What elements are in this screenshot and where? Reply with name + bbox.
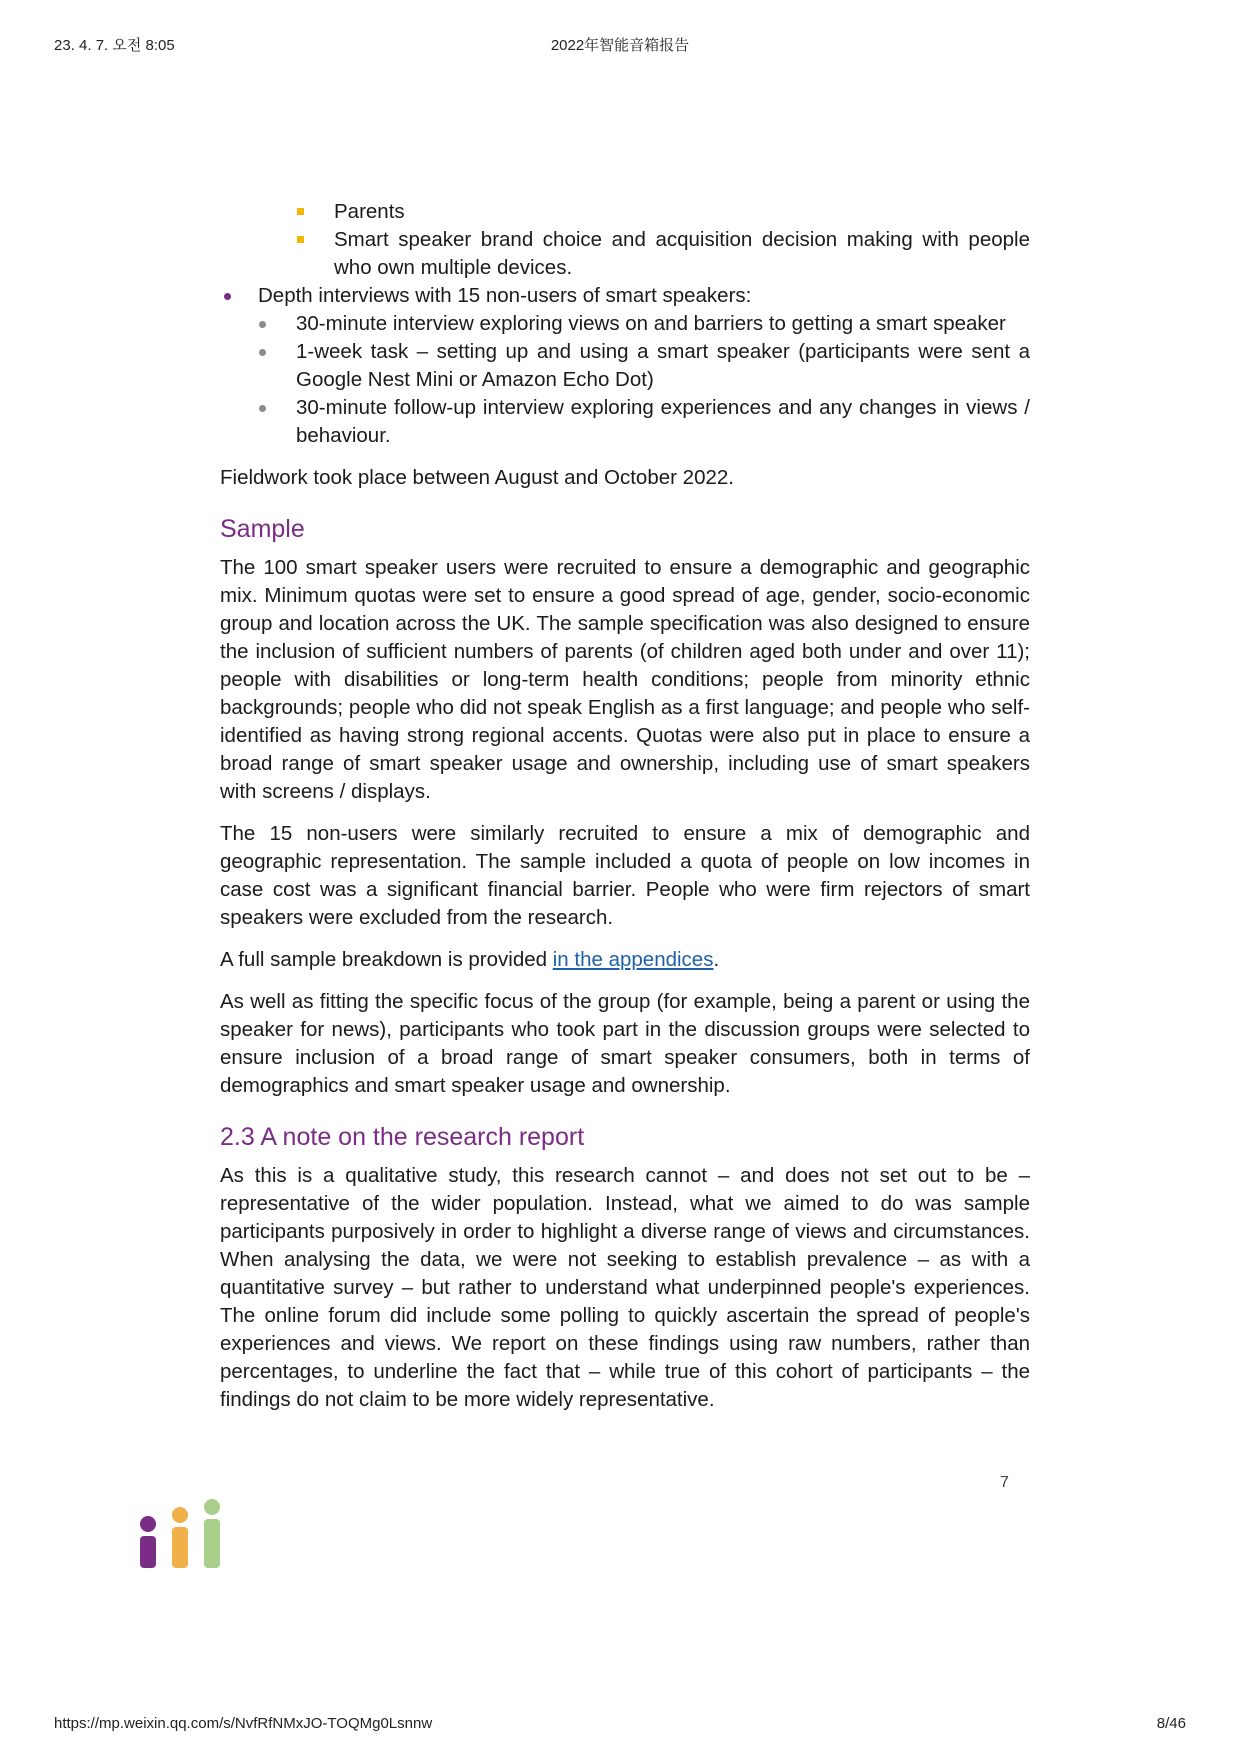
- list-item: [220, 198, 1030, 226]
- sample-paragraph: As well as fitting the specific focus of the group (for example, being a parent or using the speaker for news), participants who took part in the discussion groups were selected to ensure inclusion of a broad range of smart speaker consumers, both in terms of demographics and smart speaker usage and ownership.: [220, 990, 1030, 1097]
- print-header: [54, 34, 1186, 58]
- list-item: [220, 338, 1030, 394]
- list-item-text: Smart speaker brand choice and acquisition decision making with people who own multiple devices.: [334, 228, 1030, 279]
- sample-heading: Sample: [220, 515, 305, 543]
- breakdown-suffix: .: [713, 948, 720, 971]
- list-item-text: Depth interviews with 15 non-users of smart speakers:: [258, 284, 752, 307]
- top-bullet-list: [220, 198, 1030, 450]
- sample-paragraph: The 100 smart speaker users were recruited to ensure a demographic and geographic mix. Minimum quotas were set to ensure a good spread of age, gender, socio-economic group and location across the UK. The sample specification was also designed to ensure the inclusion of sufficient numbers of parents (of children aged both under and over 11); people with disabilities or long-term health conditions; people from minority ethnic backgrounds; people who did not speak English as a first language; and people who self-identified as having strong regional accents. Quotas were also put in place to ensure a broad range of smart speaker usage and ownership, including use of smart speakers with screens / displays.: [220, 556, 1030, 803]
- print-timestamp: 23. 4. 7. 오전 8:05: [54, 37, 175, 54]
- print-title: 2022年智能音箱报告: [550, 37, 690, 54]
- list-item: [220, 282, 1030, 310]
- appendices-link[interactable]: in the appendices: [552, 948, 714, 971]
- sample-breakdown-paragraph: [220, 946, 1030, 974]
- sample-paragraph: The 15 non-users were similarly recruited to ensure a mix of demographic and geographic representation. The sample included a quota of people on low incomes in case cost was a significant financial barrier. People who were firm rejectors of smart speakers were excluded from the research.: [220, 822, 1030, 929]
- list-item-text: 30-minute interview exploring views on and barriers to getting a smart speaker: [296, 312, 1006, 335]
- square-bullet-icon: [297, 236, 304, 243]
- list-item: [220, 226, 1030, 282]
- list-item-text: Parents: [334, 200, 405, 223]
- print-footer: [54, 1715, 1186, 1739]
- square-bullet-icon: [297, 208, 304, 215]
- fieldwork-paragraph: Fieldwork took place between August and October 2022.: [220, 466, 734, 489]
- note-paragraph: As this is a qualitative study, this research cannot – and does not set out to be – representative of the wider population. Instead, what we aimed to do was sample participants purposively in order to highlight a diverse range of views and circumstances. When analysing the data, we were not seeking to establish prevalence – as with a quantitative survey – but rather to understand what underpinned people's experiences. The online forum did include some polling to quickly ascertain the spread of people's experiences and views. We report on these findings using raw numbers, rather than percentages, to underline the fact that – while true of this cohort of participants – the findings do not claim to be more widely representative.: [220, 1164, 1030, 1411]
- list-item-text: 30-minute follow-up interview exploring experiences and any changes in views / behaviour.: [296, 396, 1030, 447]
- breakdown-text: A full sample breakdown is provided: [220, 948, 553, 971]
- page-number: 7: [1000, 1474, 1009, 1491]
- page-counter: 8/46: [1156, 1715, 1186, 1732]
- list-item: [220, 394, 1030, 450]
- page-url: https://mp.weixin.qq.com/s/NvfRfNMxJO-TOQMg0Lsnnw: [54, 1715, 433, 1732]
- list-item-text: 1-week task – setting up and using a smart speaker (participants were sent a Google Nest Mini or Amazon Echo Dot): [296, 340, 1030, 391]
- round-bullet-icon: [259, 321, 266, 328]
- document-body: [220, 198, 1030, 1428]
- people-logo-icon: [138, 1498, 230, 1570]
- section-heading: 2.3 A note on the research report: [220, 1123, 585, 1151]
- list-item: [220, 310, 1030, 338]
- round-bullet-icon: [224, 293, 231, 300]
- round-bullet-icon: [259, 349, 266, 356]
- round-bullet-icon: [259, 405, 266, 412]
